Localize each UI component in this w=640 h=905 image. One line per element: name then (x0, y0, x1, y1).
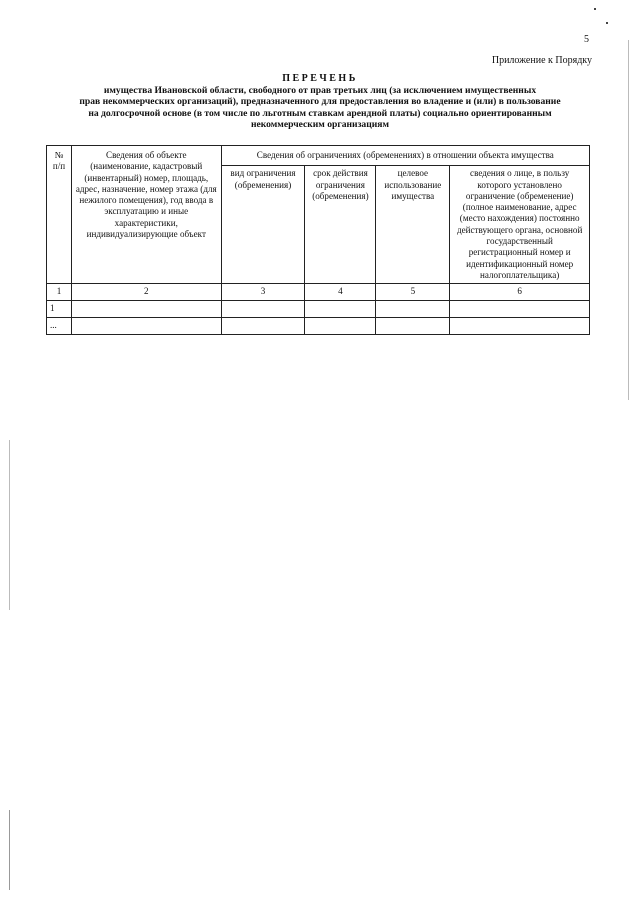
table-cell (221, 300, 305, 317)
table-cell (305, 300, 376, 317)
subtitle-line: прав некоммерческих организаций), предназначенного для предоставления во владение и (или) в пользование (79, 96, 561, 108)
header-intended-use: целевое использование имущества (376, 166, 450, 284)
header-beneficiary-info: сведения о лице, в пользу которого установлено ограничение (обременение) (полное наименование, адрес (место нахождения) постоянно действующего органа, основной государственный регистрационный номер и идентификационный номер налогоплательщика) (450, 166, 590, 284)
document-title: ПЕРЕЧЕНЬ (282, 73, 358, 84)
header-restriction-term: срок действия ограничения (обременения) (305, 166, 376, 284)
column-number: 2 (71, 284, 221, 300)
document-subtitle (40, 85, 600, 130)
column-number: 6 (450, 284, 590, 300)
subtitle-line: на долгосрочной основе (в том числе по льготным ставкам арендной платы) социально ориентированным (88, 107, 552, 119)
table-cell: ... (47, 317, 72, 334)
column-number: 4 (305, 284, 376, 300)
column-number: 1 (47, 284, 72, 300)
table-cell (376, 300, 450, 317)
subtitle-line: имущества Ивановской области, свободного от прав третьих лиц (за исключением имущественных (103, 85, 537, 96)
column-number: 5 (376, 284, 450, 300)
scan-edge-line (9, 440, 10, 610)
table-row (47, 300, 590, 317)
table-cell (71, 317, 221, 334)
table-header-row (47, 146, 590, 166)
table-cell (376, 317, 450, 334)
table-cell (221, 317, 305, 334)
header-restrictions-group: Сведения об ограничениях (обременениях) в отношении объекта имущества (221, 146, 589, 166)
table-cell (71, 300, 221, 317)
property-list-table (46, 145, 590, 335)
header-object-info: Сведения об объекте (наименование, кадастровый (инвентарный) номер, площадь, адрес, назначение, номер этажа (для нежилого помещения), год ввода в эксплуатацию и иные характеристики, индивидуализирующие объект (71, 146, 221, 284)
column-number-row (47, 284, 590, 300)
table-cell: 1 (47, 300, 72, 317)
header-number: № п/п (47, 146, 72, 284)
table-row (47, 317, 590, 334)
header-restriction-type: вид ограничения (обременения) (221, 166, 305, 284)
table-cell (450, 300, 590, 317)
subtitle-line: некоммерческим организациям (250, 118, 390, 130)
scan-edge-line (9, 810, 10, 890)
appendix-label: Приложение к Порядку (491, 55, 592, 66)
column-number: 3 (221, 284, 305, 300)
scan-mark (594, 8, 596, 10)
scan-mark (606, 22, 608, 24)
page-number: 5 (584, 34, 589, 45)
scan-edge-line (628, 40, 629, 400)
table-cell (305, 317, 376, 334)
table-cell (450, 317, 590, 334)
